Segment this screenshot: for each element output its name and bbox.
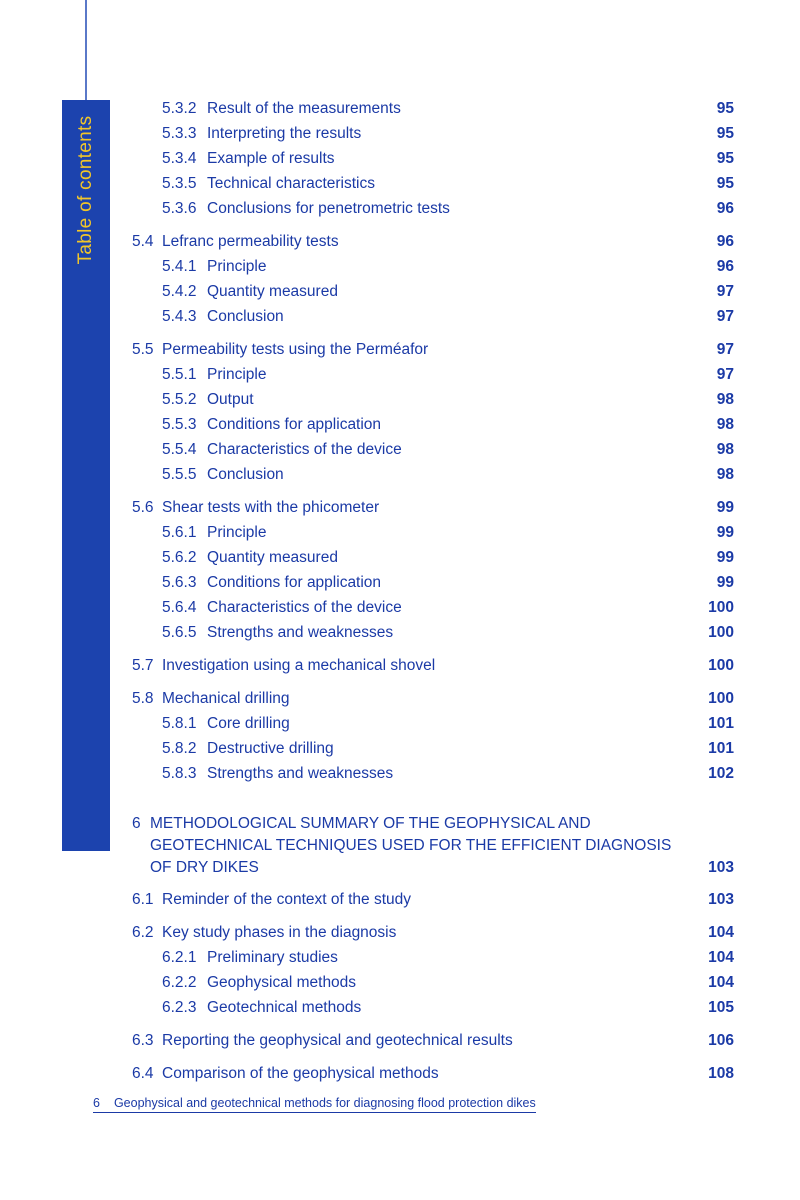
toc-entry-page: 95 [716,175,734,192]
toc-entry-page: 108 [708,1065,734,1082]
toc-entry-title: Principle [207,524,267,541]
toc-entry-title: Strengths and weaknesses [207,624,394,641]
toc-entry-page: 97 [716,341,734,358]
toc-entry-page: 104 [708,974,734,991]
toc-subsection-entry[interactable] [132,995,734,1020]
toc-entry-number: 5.5.3 [162,416,197,433]
toc-subsection-entry[interactable] [132,121,734,146]
toc-entry-number: 6.2.2 [162,974,197,991]
toc-entry-number: 6.2.3 [162,999,197,1016]
toc-entry-number: 5.6.3 [162,574,197,591]
toc-section-entry[interactable] [132,337,734,362]
toc-subsection-entry[interactable] [132,761,734,786]
toc-entry-page: 98 [716,466,734,483]
toc-subsection-entry[interactable] [132,196,734,221]
toc-entry-page: 102 [708,765,734,782]
toc-entry-title: Output [207,391,254,408]
toc-entry-page: 99 [716,574,734,591]
toc-entry-number: 6.3 [132,1032,154,1049]
toc-section-entry[interactable] [132,1061,734,1086]
toc-entry-title: METHODOLOGICAL SUMMARY OF THE GEOPHYSICAL AND GEOTECHNICAL TECHNIQUES USED FOR THE EFFICIENT DIAGNOSIS OF DRY DIKES [150,815,672,876]
toc-subsection-entry[interactable] [132,412,734,437]
toc-subsection-entry[interactable] [132,462,734,487]
toc-entry-page: 105 [708,999,734,1016]
toc-entry-page: 98 [716,416,734,433]
toc-entry-title: Mechanical drilling [162,690,290,707]
toc-entry-number: 6.2.1 [162,949,197,966]
toc-subsection-entry[interactable] [132,520,734,545]
toc-entry-title: Shear tests with the phicometer [162,499,380,516]
toc-entry-title: Conditions for application [207,574,382,591]
toc-entry-number: 5.3.6 [162,200,197,217]
toc-entry-page: 95 [716,100,734,117]
toc-entry-title: Reminder of the context of the study [162,891,411,908]
toc-section-entry[interactable] [132,920,734,945]
toc-entry-number: 5.8 [132,690,154,707]
toc-entry-page: 99 [716,549,734,566]
toc-entry-title: Characteristics of the device [207,599,402,616]
toc-entry-page: 98 [716,441,734,458]
toc-entry-title: Lefranc permeability tests [162,233,339,250]
toc-entry-number: 5.8.1 [162,715,197,732]
toc-entry-title: Technical characteristics [207,175,375,192]
toc-section-entry[interactable] [132,686,734,711]
toc-entry-number: 5.7 [132,657,154,674]
toc-entry-number: 5.3.4 [162,150,197,167]
toc-entry-page: 96 [716,200,734,217]
toc-entry-title: Investigation using a mechanical shovel [162,657,436,674]
footer-book-title: Geophysical and geotechnical methods for diagnosing flood protection dikes [113,1096,536,1110]
toc-subsection-entry[interactable] [132,146,734,171]
toc-entry-number: 5.6 [132,499,154,516]
toc-entry-title: Geophysical methods [207,974,357,991]
toc-entry-title: Core drilling [207,715,290,732]
toc-entry-number: 5.3.3 [162,125,197,142]
toc-entry-number: 5.4 [132,233,154,250]
toc-entry-title: Comparison of the geophysical methods [162,1065,439,1082]
toc-subsection-entry[interactable] [132,254,734,279]
toc-entry-number: 5.4.2 [162,283,197,300]
toc-section-entry[interactable] [132,1028,734,1053]
toc-entry-page: 100 [708,690,734,707]
toc-entry-number: 5.5.5 [162,466,197,483]
toc-subsection-entry[interactable] [132,304,734,329]
toc-entry-page: 97 [716,283,734,300]
toc-entry-number: 5.4.3 [162,308,197,325]
table-of-contents [132,96,734,1086]
toc-entry-number: 6.2 [132,924,154,941]
toc-entry-number: 6.1 [132,891,154,908]
toc-entry-page: 95 [716,125,734,142]
toc-entry-title: Conclusions for penetrometric tests [207,200,450,217]
toc-entry-page: 100 [708,657,734,674]
toc-entry-title: Conclusion [207,308,284,325]
toc-entry-page: 104 [708,949,734,966]
toc-entry-page: 101 [708,715,734,732]
toc-entry-title: Preliminary studies [207,949,338,966]
toc-entry-title: Interpreting the results [207,125,362,142]
toc-entry-title: Geotechnical methods [207,999,362,1016]
toc-entry-number: 5.5.1 [162,366,197,383]
toc-entry-title: Destructive drilling [207,740,334,757]
toc-subsection-entry[interactable] [132,711,734,736]
toc-entry-title: Example of results [207,150,335,167]
toc-chapter-entry[interactable] [132,813,734,879]
toc-entry-page: 96 [716,258,734,275]
toc-entry-number: 5.3.5 [162,175,197,192]
toc-entry-page: 101 [708,740,734,757]
toc-section-entry[interactable] [132,495,734,520]
toc-entry-number: 5.8.2 [162,740,197,757]
toc-entry-number: 5.6.4 [162,599,197,616]
toc-entry-page: 106 [708,1032,734,1049]
toc-entry-title: Reporting the geophysical and geotechnical results [162,1032,513,1049]
toc-entry-page: 97 [716,366,734,383]
toc-section-entry[interactable] [132,653,734,678]
toc-subsection-entry[interactable] [132,96,734,121]
toc-entry-number: 6 [132,815,141,832]
toc-subsection-entry[interactable] [132,279,734,304]
toc-entry-number: 5.5.4 [162,441,197,458]
toc-entry-title: Result of the measurements [207,100,401,117]
toc-subsection-entry[interactable] [132,620,734,645]
toc-subsection-entry[interactable] [132,970,734,995]
toc-entry-page: 100 [708,599,734,616]
toc-entry-title: Key study phases in the diagnosis [162,924,397,941]
toc-entry-number: 5.5.2 [162,391,197,408]
toc-entry-number: 5.6.1 [162,524,197,541]
toc-entry-title: Quantity measured [207,549,338,566]
sidebar-title: Table of contents [75,115,96,265]
toc-entry-page: 95 [716,150,734,167]
toc-subsection-entry[interactable] [132,545,734,570]
toc-entry-page: 103 [708,859,734,876]
toc-entry-number: 5.6.2 [162,549,197,566]
toc-entry-title: Strengths and weaknesses [207,765,394,782]
page-footer [93,1096,536,1113]
toc-entry-number: 6.4 [132,1065,154,1082]
toc-subsection-entry[interactable] [132,387,734,412]
toc-section-entry[interactable] [132,887,734,912]
toc-entry-number: 5.4.1 [162,258,197,275]
toc-subsection-entry[interactable] [132,171,734,196]
toc-entry-number: 5.3.2 [162,100,197,117]
toc-entry-title: Principle [207,258,267,275]
toc-entry-page: 96 [716,233,734,250]
toc-subsection-entry[interactable] [132,945,734,970]
toc-entry-title: Principle [207,366,267,383]
toc-entry-title: Conclusion [207,466,284,483]
toc-subsection-entry[interactable] [132,362,734,387]
toc-subsection-entry[interactable] [132,437,734,462]
toc-entry-page: 104 [708,924,734,941]
toc-subsection-entry[interactable] [132,736,734,761]
toc-entry-title: Conditions for application [207,416,382,433]
toc-entry-title: Characteristics of the device [207,441,402,458]
toc-entry-number: 5.5 [132,341,154,358]
toc-entry-page: 100 [708,624,734,641]
toc-entry-title: Quantity measured [207,283,338,300]
decorative-vertical-line [85,0,87,100]
toc-entry-page: 98 [716,391,734,408]
toc-entry-page: 99 [716,524,734,541]
toc-entry-page: 97 [716,308,734,325]
toc-entry-number: 5.8.3 [162,765,197,782]
toc-section-entry[interactable] [132,229,734,254]
toc-entry-title: Permeability tests using the Perméafor [162,341,429,358]
toc-entry-page: 99 [716,499,734,516]
toc-entry-page: 103 [708,891,734,908]
toc-entry-number: 5.6.5 [162,624,197,641]
toc-subsection-entry[interactable] [132,570,734,595]
toc-subsection-entry[interactable] [132,595,734,620]
footer-page-number: 6 [93,1096,100,1110]
